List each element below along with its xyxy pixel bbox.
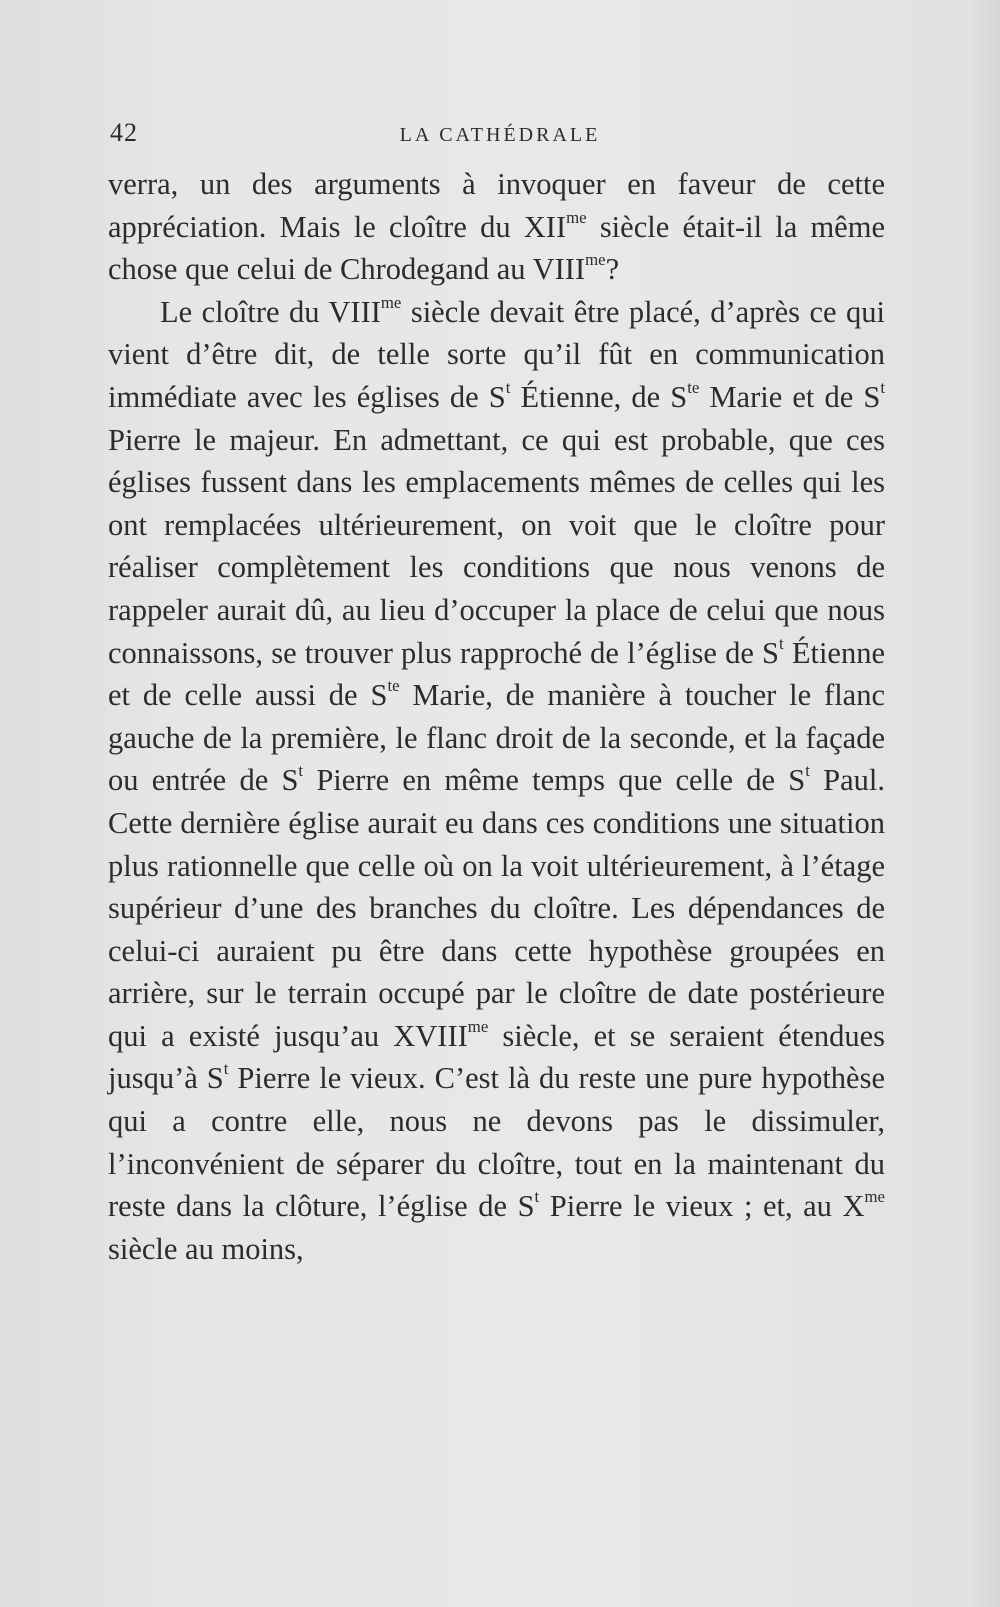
running-head <box>110 118 890 154</box>
page-number: 42 <box>110 118 138 147</box>
paragraph-cloitre: Le cloître du $VIII^{me}$ siècle devait être placé, d’après ce qui vient d’être dit, de telle sorte qu’il fût en communication immédiate avec les églises de $S^t$ Étienne, de $S^{te}$ Marie et de $S^t$ Pierre le majeur. En admettant, ce qui est probable, que ces églises fussent dans les emplacements mêmes de celles qui les ont remplacées ultérieurement, on voit que le cloître pour réaliser complètement les conditions que nous venons de rappeler aurait dû, au lieu d’occuper la place de celui que nous connaissons, se trouver plus rapproché de l’église de $S^t$ Étienne et de celle aussi de $S^{te}$ Marie, de manière à toucher le flanc gauche de la première, le flanc droit de la seconde, et la façade ou entrée de $S^t$ Pierre en même temps que celle de $S^t$ Paul. Cette dernière église aurait eu dans ces conditions une situation plus rationnelle que celle où on la voit ultérieurement, à l’étage supérieur d’une des branches du cloître. Les dépendances de celui-ci auraient pu être dans cette hypothèse groupées en arrière, sur le terrain occupé par le cloître de date postérieure qui a existé jusqu’au $XVIII^{me}$ siècle, et se seraient étendues jusqu’à $S^t$ Pierre le vieux. C’est là du reste une pure hypothèse qui a contre elle, nous ne devons pas le dissimuler, l’inconvénient de séparer du cloître, tout en la maintenant du reste dans la clôture, l’église de $S^t$ Pierre le vieux ; et, au $X^{me}$ siècle au moins, <box>108 292 886 1266</box>
paragraph-continuation: verra, un des arguments à invoquer en faveur de cette appréciation. Mais le cloître du $XII^{me}$ siècle était-il la même chose que celui de Chrodegand au $VIII^{me}$? <box>108 167 885 287</box>
running-title: LA CATHÉDRALE <box>399 124 601 146</box>
page-edge-shadow <box>970 0 1000 1607</box>
body-text <box>108 163 885 1270</box>
